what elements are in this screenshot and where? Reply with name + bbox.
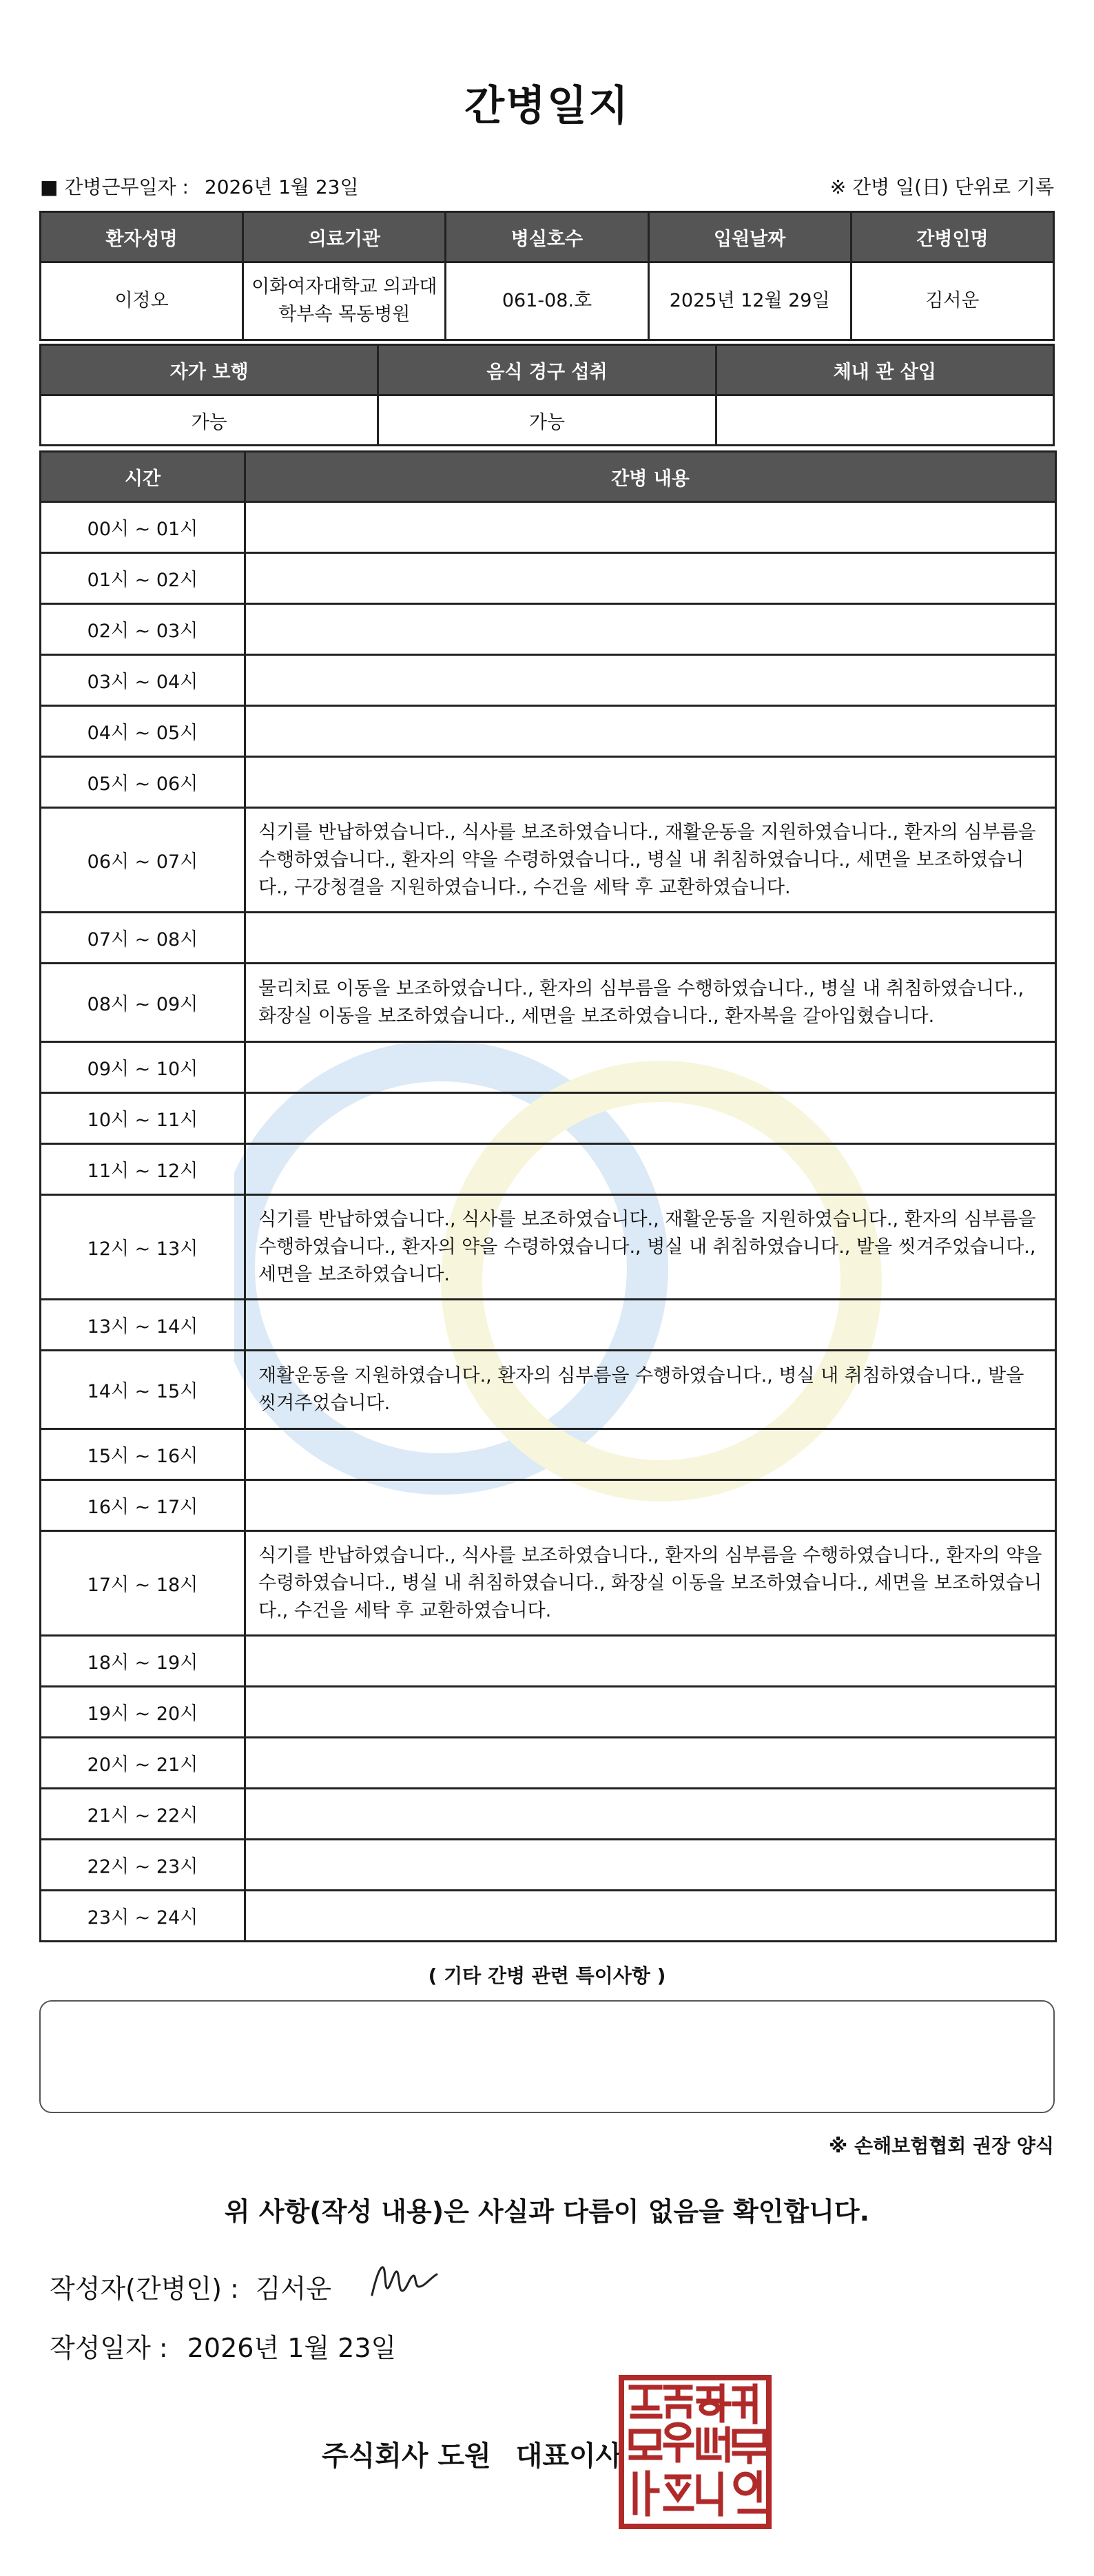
table-row: [41, 1429, 1056, 1480]
content-cell: [245, 1789, 1056, 1840]
writer-name: 김서운: [255, 2274, 331, 2304]
content-cell: 식기를 반납하였습니다., 식사를 보조하였습니다., 재활운동을 지원하였습니다., 환자의 심부름을 수행하였습니다., 환자의 약을 수령하였습니다., 병실 내 취침하였습니다., 세면을 보조하였습니다., 구강청결을 지원하였습니다., 수건을 세탁 후 교환하였습니다.: [245, 808, 1056, 913]
table-row: [41, 1840, 1056, 1891]
time-cell: 23시 ~ 24시: [41, 1891, 245, 1942]
self-walking-value: 가능: [41, 395, 378, 446]
time-cell: 00시 ~ 01시: [41, 502, 245, 553]
hospital-name: 이화여자대학교 의과대 학부속 목동병원: [243, 262, 446, 340]
time-cell: 10시 ~ 11시: [41, 1093, 245, 1144]
header-care-content: 간병 내용: [245, 452, 1056, 502]
table-row: [41, 1042, 1056, 1093]
content-cell: [245, 1891, 1056, 1942]
content-cell: [245, 1144, 1056, 1195]
header-admission-date: 입원날짜: [648, 212, 851, 262]
company-seal-icon: [617, 2374, 773, 2531]
table-row: [41, 1300, 1056, 1351]
table-row: [41, 808, 1056, 913]
content-cell: [245, 1738, 1056, 1789]
time-cell: 08시 ~ 09시: [41, 964, 245, 1042]
header-patient-name: 환자성명: [41, 212, 243, 262]
company-representative: 대표이사: [515, 2440, 623, 2472]
special-notes-title: ( 기타 간병 관련 특이사항 ): [428, 1964, 666, 1987]
table-row: [41, 1351, 1056, 1429]
content-cell: 재활운동을 지원하였습니다., 환자의 심부름을 수행하였습니다., 병실 내 취침하였습니다., 발을 씻겨주었습니다.: [245, 1351, 1056, 1429]
table-row: [41, 553, 1056, 604]
time-cell: 14시 ~ 15시: [41, 1351, 245, 1429]
header-oral-intake: 음식 경구 섭취: [378, 345, 716, 395]
header-caregiver-name: 간병인명: [851, 212, 1053, 262]
written-date-label: 작성일자 :: [50, 2333, 168, 2363]
content-cell: [245, 1300, 1056, 1351]
table-row: [41, 1636, 1056, 1687]
work-date-label: ■ 간병근무일자 :: [40, 176, 189, 198]
time-cell: 16시 ~ 17시: [41, 1480, 245, 1531]
work-date-value: 2026년 1월 23일: [204, 176, 359, 198]
writer-line: [50, 2267, 331, 2305]
time-cell: 19시 ~ 20시: [41, 1687, 245, 1738]
time-cell: 18시 ~ 19시: [41, 1636, 245, 1687]
page-title: 간병일지: [464, 82, 630, 130]
table-row: [41, 1891, 1056, 1942]
table-row: [41, 1789, 1056, 1840]
written-date-line: [50, 2327, 396, 2365]
content-cell: [245, 1480, 1056, 1531]
table-row: [41, 1093, 1056, 1144]
table-row: [41, 1480, 1056, 1531]
header-room: 병실호수: [446, 212, 648, 262]
care-log-table: [39, 450, 1057, 1942]
confirmation-statement: 위 사항(작성 내용)은 사실과 다름이 없음을 확인합니다.: [224, 2196, 870, 2227]
content-cell: [245, 655, 1056, 706]
content-cell: [245, 1636, 1056, 1687]
form-source-note: ※ 손해보험협회 권장 양식: [829, 2134, 1054, 2157]
content-cell: [245, 502, 1056, 553]
time-cell: 12시 ~ 13시: [41, 1195, 245, 1300]
header-tube-insertion: 체내 관 삽입: [716, 345, 1053, 395]
content-cell: 식기를 반납하였습니다., 식사를 보조하였습니다., 환자의 심부름을 수행하였습니다., 환자의 약을 수령하였습니다., 병실 내 취침하였습니다., 화장실 이동을 보조하였습니다., 세면을 보조하였습니다., 수건을 세탁 후 교환하였습니다.: [245, 1531, 1056, 1636]
time-cell: 11시 ~ 12시: [41, 1144, 245, 1195]
table-row: [41, 502, 1056, 553]
time-cell: 09시 ~ 10시: [41, 1042, 245, 1093]
content-cell: [245, 1042, 1056, 1093]
table-row: [41, 604, 1056, 655]
time-cell: 13시 ~ 14시: [41, 1300, 245, 1351]
table-row: [41, 757, 1056, 808]
time-cell: 15시 ~ 16시: [41, 1429, 245, 1480]
table-row: [41, 913, 1056, 964]
table-row: [41, 1195, 1056, 1300]
oral-intake-value: 가능: [378, 395, 716, 446]
admission-date: 2025년 12월 29일: [648, 262, 851, 340]
time-cell: 20시 ~ 21시: [41, 1738, 245, 1789]
time-cell: 07시 ~ 08시: [41, 913, 245, 964]
header-time: 시간: [41, 452, 245, 502]
table-row: [41, 1738, 1056, 1789]
content-cell: [245, 1687, 1056, 1738]
company-line: [322, 2434, 622, 2473]
room-number: 061-08.호: [446, 262, 648, 340]
content-cell: [245, 604, 1056, 655]
caregiver-name: 김서운: [851, 262, 1053, 340]
tube-insertion-value: [716, 395, 1053, 446]
writer-label: 작성자(간병인) :: [50, 2274, 239, 2304]
table-row: [41, 1144, 1056, 1195]
handwritten-signature-icon: [367, 2256, 442, 2305]
table-row: [41, 655, 1056, 706]
table-row: [41, 1531, 1056, 1636]
time-cell: 06시 ~ 07시: [41, 808, 245, 913]
content-cell: [245, 706, 1056, 757]
time-cell: 03시 ~ 04시: [41, 655, 245, 706]
written-date-value: 2026년 1월 23일: [187, 2333, 397, 2363]
content-cell: [245, 1840, 1056, 1891]
content-cell: [245, 757, 1056, 808]
record-unit-note: ※ 간병 일(日) 단위로 기록: [829, 176, 1054, 198]
header-self-walking: 자가 보행: [41, 345, 378, 395]
time-cell: 22시 ~ 23시: [41, 1840, 245, 1891]
content-cell: 물리치료 이동을 보조하였습니다., 환자의 심부름을 수행하였습니다., 병실 내 취침하였습니다., 화장실 이동을 보조하였습니다., 세면을 보조하였습니다., 환자복을 갈아입혔습니다.: [245, 964, 1056, 1042]
special-notes-box: [39, 2000, 1055, 2113]
content-cell: [245, 553, 1056, 604]
time-cell: 04시 ~ 05시: [41, 706, 245, 757]
time-cell: 21시 ~ 22시: [41, 1789, 245, 1840]
header-hospital: 의료기관: [243, 212, 446, 262]
table-row: [41, 964, 1056, 1042]
content-cell: 식기를 반납하였습니다., 식사를 보조하였습니다., 재활운동을 지원하였습니다., 환자의 심부름을 수행하였습니다., 환자의 약을 수령하였습니다., 병실 내 취침하였습니다., 발을 씻겨주었습니다., 세면을 보조하였습니다.: [245, 1195, 1056, 1300]
work-date: [40, 172, 359, 200]
content-cell: [245, 913, 1056, 964]
table-row: [41, 706, 1056, 757]
time-cell: 17시 ~ 18시: [41, 1531, 245, 1636]
content-cell: [245, 1429, 1056, 1480]
time-cell: 01시 ~ 02시: [41, 553, 245, 604]
table-row: [41, 1687, 1056, 1738]
patient-status-table: [39, 344, 1055, 446]
patient-name: 이정오: [41, 262, 243, 340]
company-name: 주식회사 도원: [322, 2440, 491, 2472]
time-cell: 05시 ~ 06시: [41, 757, 245, 808]
patient-info-table: [39, 211, 1055, 341]
time-cell: 02시 ~ 03시: [41, 604, 245, 655]
content-cell: [245, 1093, 1056, 1144]
